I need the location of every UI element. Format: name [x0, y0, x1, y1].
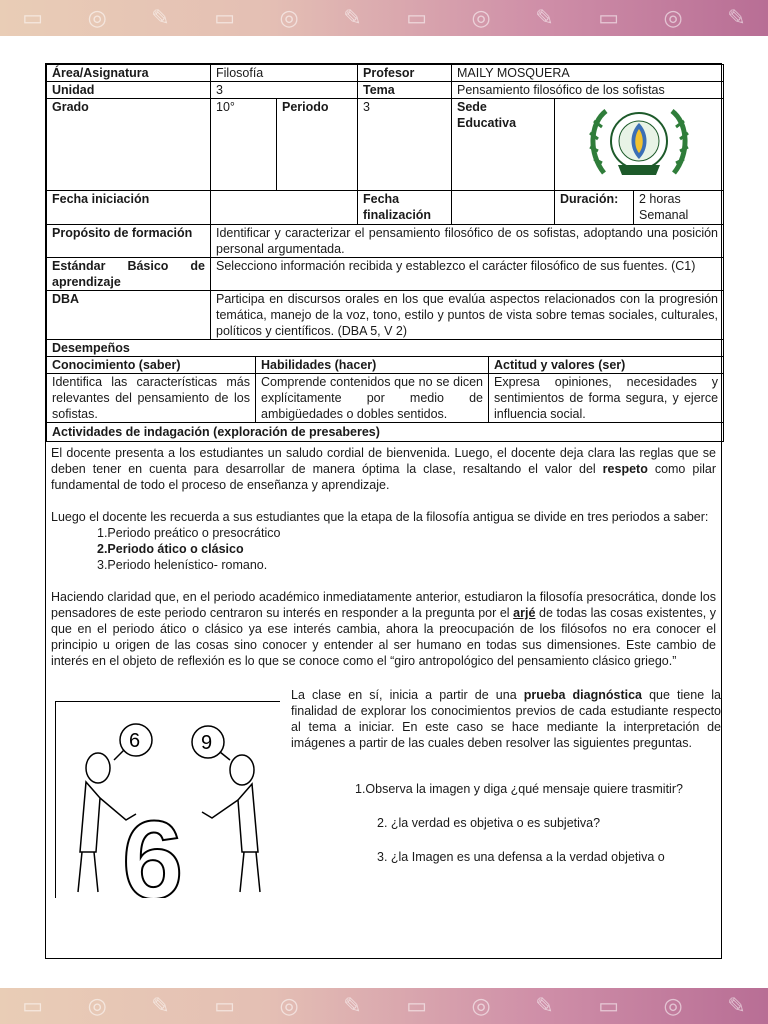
- prueba-emphasis: prueba diagnóstica: [523, 688, 642, 702]
- arje-emphasis: arjé: [513, 606, 536, 620]
- globe-icon: ◎: [87, 5, 107, 30]
- desempenos-title: Desempeños: [47, 340, 724, 357]
- book-icon: ▭: [214, 5, 236, 30]
- period-item: 3.Periodo helenístico- romano.: [97, 558, 268, 572]
- desempenos-table: [46, 339, 724, 442]
- bubble-left-number: 6: [129, 730, 141, 752]
- globe-icon: ◎: [471, 5, 491, 30]
- band-icon-pattern: [0, 0, 768, 36]
- pencil-icon: ✎: [535, 993, 554, 1018]
- profesor-label: Profesor: [358, 65, 452, 82]
- question-1: 1.Observa la imagen y diga ¿qué mensaje quiere trasmitir?: [355, 782, 683, 796]
- diagnostic-text: [291, 687, 721, 865]
- fecha-fin-label: Fecha finalización: [358, 191, 452, 225]
- decorative-footer-band: [0, 988, 768, 1024]
- unidad-value: 3: [211, 82, 358, 99]
- band-icon-pattern: [0, 988, 768, 1024]
- globe-icon: ◎: [87, 993, 107, 1018]
- pencil-icon: ✎: [727, 993, 746, 1018]
- proposito-value: Identificar y caracterizar el pensamiento filosófico de os sofistas, adoptando una posición personal argumentada.: [211, 225, 724, 258]
- periodo-label: Periodo: [277, 99, 358, 191]
- fecha-fin-value: [452, 191, 555, 225]
- duracion-label: Duración:: [555, 191, 634, 225]
- floor-number: 6: [122, 799, 184, 898]
- estandar-value: Selecciono información recibida y establezco el carácter filosófico de sus fuentes. (C1): [211, 258, 724, 291]
- actitud-value: Expresa opiniones, necesidades y sentimientos de forma segura, y ejerce influencia social.: [489, 374, 724, 423]
- globe-icon: ◎: [663, 5, 683, 30]
- paragraph-intro: [51, 445, 716, 493]
- paragraph-arje: [51, 589, 716, 669]
- question-3: 3. ¿la Imagen es una defensa a la verdad objetiva o: [377, 850, 665, 864]
- fecha-inicio-label: Fecha iniciación: [47, 191, 211, 225]
- book-icon: ▭: [598, 5, 619, 30]
- area-value: Filosofía: [211, 65, 358, 82]
- paragraph-diagnostic-text: La clase en sí, inicia a partir de una: [291, 688, 524, 702]
- periodo-value: 3: [358, 99, 452, 191]
- unidad-label: Unidad: [47, 82, 211, 99]
- paragraph-intro-text: El docente presenta a los estudiantes un saludo cordial de bienvenida. Luego, el docente deja clara las reglas que se deben tener en cuenta para desarrollar de manera óptima la clase, resaltando el valor del: [51, 446, 716, 476]
- actividades-title: Actividades de indagación (exploración de presaberes): [47, 423, 724, 442]
- habilidades-header: Habilidades (hacer): [256, 357, 489, 374]
- paragraph-arje-text: Haciendo claridad que, en el periodo académico inmediatamente anterior, estudiaron la filosofía presocrática, donde los pensadores de este periodo centraron su interés en responder a la pregunta por el: [51, 590, 716, 620]
- area-label: Área/Asignatura: [47, 65, 211, 82]
- paragraph-diagnostic-text-end: que tiene la finalidad de explorar los conocimientos previos de cada estudiante respecto al tema a iniciar. En este caso se hace mediante la interpretación de imágenes a partir de las cuales deben resolver las siguientes preguntas.: [291, 688, 721, 750]
- pencil-icon: ✎: [151, 993, 170, 1018]
- sede-label: Sede Educativa: [452, 99, 555, 191]
- grado-label: Grado: [47, 99, 211, 191]
- globe-icon: ◎: [279, 5, 299, 30]
- six-nine-drawing: [56, 702, 280, 898]
- estandar-label: Estándar Básico de aprendizaje: [47, 258, 211, 291]
- decorative-header-band: [0, 0, 768, 36]
- paragraph-intro-text-end: como pilar fundamental de todo el proceso de enseñanza y aprendizaje.: [51, 462, 716, 492]
- dba-value: Participa en discursos orales en los que evalúa aspectos relacionados con la progresión temática, manejo de la voz, tono, estilo y puntos de vista sobre temas sociales, culturales, políticos y científicos. (DBA 5, V 2): [211, 291, 724, 340]
- book-icon: ▭: [406, 993, 428, 1018]
- book-icon: ▭: [22, 993, 44, 1018]
- pencil-icon: ✎: [343, 5, 362, 30]
- diagnostic-section: [51, 687, 721, 898]
- header-table: [46, 64, 724, 340]
- pencil-icon: ✎: [343, 993, 362, 1018]
- conocimiento-header: Conocimiento (saber): [47, 357, 256, 374]
- periods-list: [51, 525, 716, 573]
- pencil-icon: ✎: [535, 5, 554, 30]
- question-2: 2. ¿la verdad es objetiva o es subjetiva?: [377, 816, 601, 830]
- habilidades-value: Comprende contenidos que no se dicen explícitamente por medio de ambigüedades o dobles sentidos.: [256, 374, 489, 423]
- grado-value: 10°: [211, 99, 277, 191]
- period-item: 1.Periodo preático o presocrático: [97, 526, 281, 540]
- school-logo-cell: [555, 99, 724, 191]
- pencil-icon: ✎: [151, 5, 170, 30]
- globe-icon: ◎: [471, 993, 491, 1018]
- paragraph-periods: Luego el docente les recuerda a sus estudiantes que la etapa de la filosofía antigua se divide en tres periodos a saber:: [51, 510, 709, 524]
- pencil-icon: ✎: [727, 5, 746, 30]
- proposito-label: Propósito de formación: [47, 225, 211, 258]
- school-crest-logo: [584, 103, 694, 183]
- tema-label: Tema: [358, 82, 452, 99]
- globe-icon: ◎: [279, 993, 299, 1018]
- period-item: 2.Periodo ático o clásico: [97, 542, 244, 556]
- book-icon: ▭: [214, 993, 236, 1018]
- book-icon: ▭: [598, 993, 619, 1018]
- book-icon: ▭: [22, 5, 44, 30]
- book-icon: ▭: [406, 5, 428, 30]
- actividades-body: [46, 442, 721, 897]
- conocimiento-value: Identifica las características más relevantes del pensamiento de los sofistas.: [47, 374, 256, 423]
- paragraph-diagnostic: [291, 687, 721, 751]
- duracion-value: 2 horas Semanal: [634, 191, 724, 225]
- lesson-plan-sheet: [45, 63, 722, 959]
- globe-icon: ◎: [663, 993, 683, 1018]
- tema-value: Pensamiento filosófico de los sofistas: [452, 82, 724, 99]
- bubble-right-number: 9: [201, 732, 213, 754]
- six-nine-illustration: [55, 701, 280, 898]
- profesor-value: MAILY MOSQUERA: [452, 65, 724, 82]
- fecha-inicio-value: [211, 191, 358, 225]
- actitud-header: Actitud y valores (ser): [489, 357, 724, 374]
- respeto-emphasis: respeto: [602, 462, 648, 476]
- paragraph-arje-text-end: de todas las cosas existentes, y que en el periodo ático o clásico ya ese interés cambia, ahora la preocupación de los filósofos no era conocer el principio u origen de las cosas sino conocer y entender al ser humano en todas sus dimensiones. Este cambio de interés en el objeto de reflexión es lo que se conoce como el “giro antropológico del pensamiento clásico griego.”: [51, 606, 716, 668]
- dba-label: DBA: [47, 291, 211, 340]
